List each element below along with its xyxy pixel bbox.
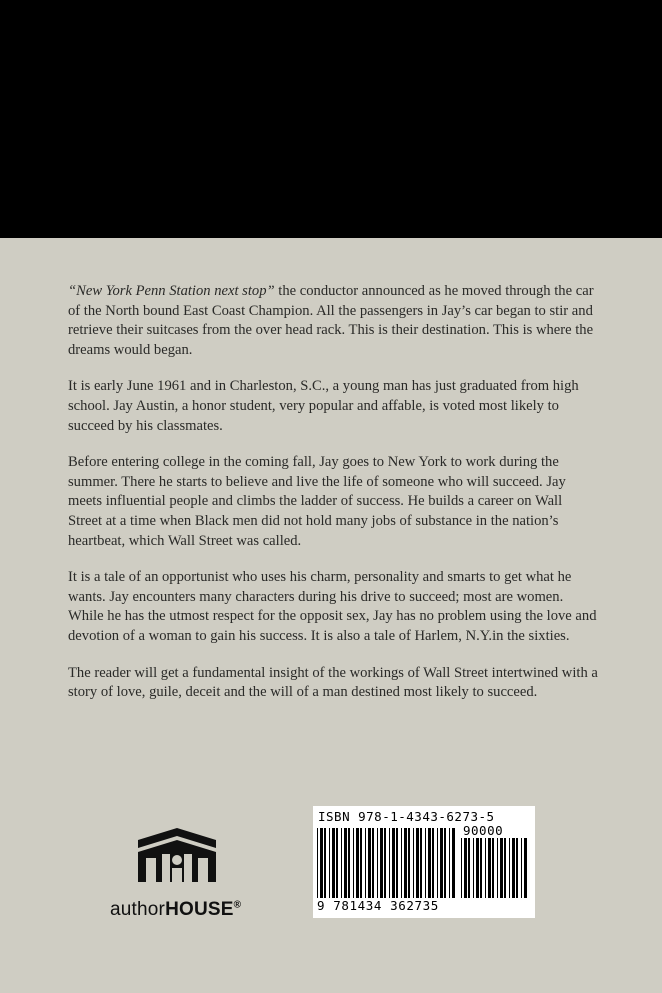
trademark-symbol: ® xyxy=(233,899,242,911)
barcode-bar xyxy=(428,828,431,898)
barcode-bar xyxy=(360,828,362,898)
publisher-name-part1: author xyxy=(110,899,166,920)
barcode-bar xyxy=(413,828,414,898)
barcode-bar xyxy=(452,828,455,898)
barcode-bar xyxy=(348,828,350,898)
barcode-bar xyxy=(380,828,383,898)
barcode-bar xyxy=(341,828,342,898)
isbn-label: ISBN 978-1-4343-6273-5 xyxy=(318,809,495,824)
barcode-bar xyxy=(344,828,347,898)
barcode-bar xyxy=(425,828,426,898)
blurb-paragraph-2: It is early June 1961 and in Charleston, S.C., a young man has just graduated from high school. Jay Austin, a honor student, very popular and affable, is voted most likely to succeed by his classmates. xyxy=(68,378,579,434)
barcode-bar xyxy=(509,838,510,898)
barcode-bar xyxy=(324,828,326,898)
barcode-bar xyxy=(317,828,318,898)
blurb-paragraph-1-text: the conductor announced as he moved through the car of the North bound East Coast Champion. All the passengers in Jay’s car began to stir and retrieve their suitcases from the over head rack. This is their destination. This is where the dreams would began. xyxy=(68,283,594,358)
barcode-bar xyxy=(356,828,359,898)
barcode-bar xyxy=(392,828,395,898)
barcode-bar xyxy=(464,838,467,898)
barcode-bar xyxy=(353,828,354,898)
barcode-bar xyxy=(524,838,527,898)
price-code: 90000 xyxy=(463,823,504,838)
authorhouse-logo-icon xyxy=(136,826,218,892)
isbn-barcode xyxy=(313,806,535,918)
barcode-bar xyxy=(408,828,410,898)
price-barcode-bars xyxy=(461,838,527,898)
ean-digits: 9 781434 362735 xyxy=(317,898,439,913)
blurb-paragraph-5: The reader will get a fundamental insight of the workings of Wall Street intertwined with a story of love, guile, deceit and the will of a man destined most likely to succeed. xyxy=(68,664,598,701)
barcode-bar xyxy=(404,828,407,898)
publisher-name-part2: HOUSE xyxy=(165,899,234,920)
barcode-bar xyxy=(384,828,386,898)
barcode-bar xyxy=(516,838,518,898)
blurb-paragraph-1 xyxy=(68,282,598,360)
barcode-bar xyxy=(504,838,506,898)
barcode-bar xyxy=(416,828,419,898)
barcode-bar xyxy=(365,828,366,898)
barcode-bar xyxy=(521,838,522,898)
barcode-bar xyxy=(329,828,330,898)
barcode-bar xyxy=(476,838,479,898)
barcode-bar xyxy=(449,828,450,898)
barcode-bar xyxy=(480,838,482,898)
barcode-bar xyxy=(492,838,494,898)
barcode-bar xyxy=(512,838,515,898)
back-cover-blurb xyxy=(68,282,598,720)
barcode-bar xyxy=(432,828,434,898)
barcode-bar xyxy=(444,828,446,898)
barcode-bar xyxy=(468,838,470,898)
barcode-bar xyxy=(377,828,378,898)
barcode-bar xyxy=(420,828,422,898)
blurb-paragraph-3: Before entering college in the coming fall, Jay goes to New York to work during the summer. There he starts to believe and live the life of someone who will succeed. Jay meets influential people and climbs the ladder of success. He builds a career on Wall Street at a time when Black men did not hold many jobs of substance in the nation’s heartbeat, which Wall Street was called. xyxy=(68,454,566,549)
barcode-bar xyxy=(320,828,323,898)
barcode-bar xyxy=(440,828,443,898)
barcode-bar xyxy=(396,828,398,898)
barcode-bar xyxy=(368,828,371,898)
barcode-bar xyxy=(401,828,402,898)
publisher-logo xyxy=(110,826,255,926)
ean-barcode-bars xyxy=(317,828,457,900)
barcode-bar xyxy=(485,838,486,898)
barcode-bar xyxy=(488,838,491,898)
barcode-bar xyxy=(336,828,338,898)
blurb-quote: “New York Penn Station next stop” xyxy=(68,283,275,299)
barcode-bar xyxy=(372,828,374,898)
barcode-bar xyxy=(332,828,335,898)
barcode-bar xyxy=(389,828,390,898)
barcode-bar xyxy=(473,838,474,898)
publisher-name xyxy=(110,899,260,921)
blurb-paragraph-4: It is a tale of an opportunist who uses his charm, personality and smarts to get what he wants. Jay encounters many characters during his drive to succeed; most are women. While he has the utmost respect for the opposit sex, Jay has no problem using the love and devotion of a woman to gain his success. It is also a tale of Harlem, N.Y.in the sixties. xyxy=(68,569,597,644)
cover-top-band xyxy=(0,0,662,238)
barcode-bar xyxy=(437,828,438,898)
barcode-bar xyxy=(461,838,462,898)
barcode-bar xyxy=(500,838,503,898)
barcode-bar xyxy=(497,838,498,898)
